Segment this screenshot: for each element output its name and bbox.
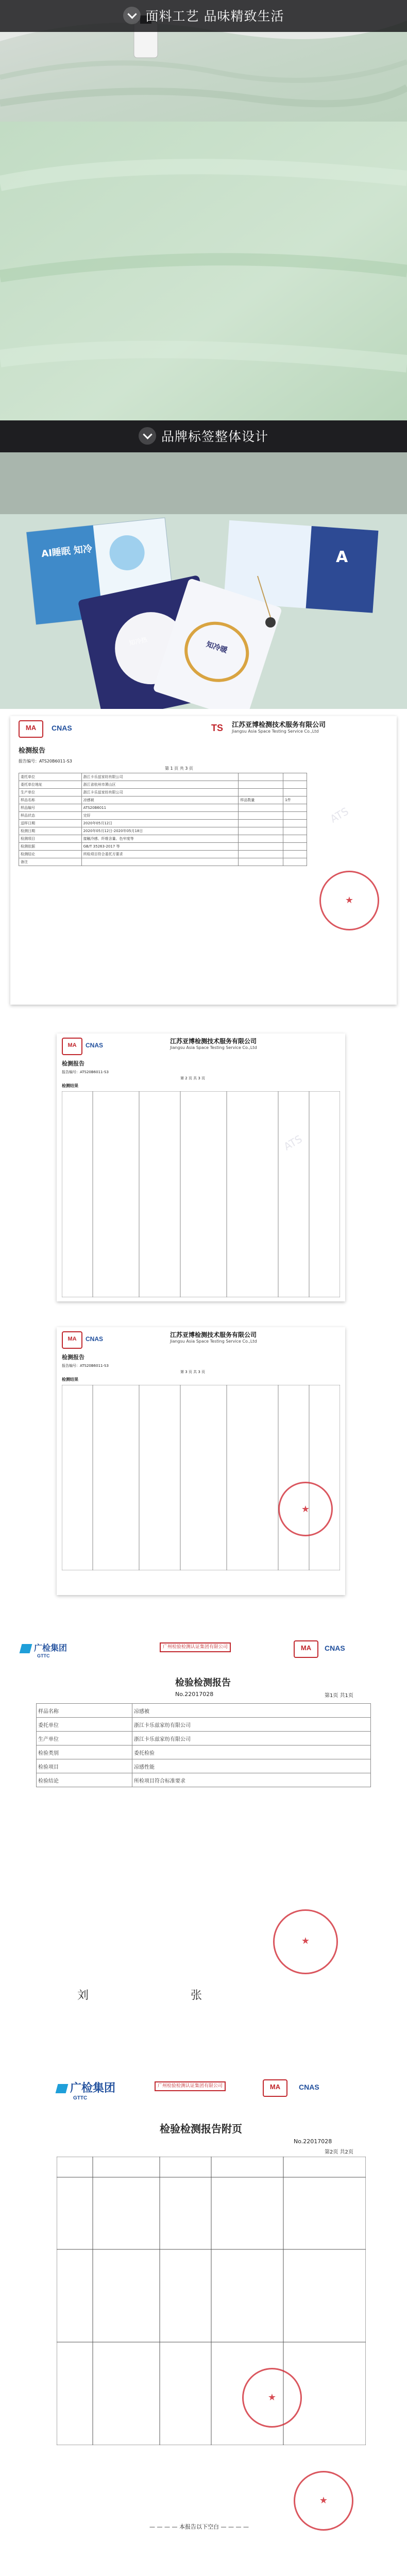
report-number: No.22017028 <box>175 1691 214 1698</box>
official-seal-stamp: ★ <box>242 2368 302 2428</box>
table-cell <box>283 820 307 827</box>
gttc-report-page-2 <box>5 2059 402 2576</box>
table-cell <box>283 773 307 781</box>
table-cell <box>239 781 283 789</box>
section-title-fabric <box>0 6 407 25</box>
table-cell <box>239 843 283 851</box>
company-name-cn: 江苏亚博检测技术服务有限公司 <box>232 721 326 729</box>
gttc-org-name: 广检集团 <box>70 2081 116 2094</box>
official-seal-stamp: ★ <box>319 871 379 930</box>
table-cell <box>81 858 239 866</box>
report-title: 检验检测报告附页 <box>160 2123 242 2135</box>
table-cell: 2020年05月12日-2020年05月18日 <box>81 827 239 835</box>
tag-brand-small: 知冷热 <box>128 636 148 647</box>
section-title-tag <box>0 427 407 445</box>
gttc-table <box>36 1703 371 1787</box>
company-name-en: Jiangsu Asia Space Testing Service Co.,Ltd <box>170 1339 257 1344</box>
table-cell: 样品数量 <box>239 796 283 804</box>
table-cell: 委托单位地址 <box>19 781 82 789</box>
report-title: 检验检测报告 <box>175 1677 231 1688</box>
gttc-org-en: GTTC <box>73 2095 88 2101</box>
table-cell <box>239 820 283 827</box>
table-row <box>19 851 307 858</box>
table-cell: 凉感被 <box>132 1704 370 1718</box>
report-title: 检测报告 <box>19 747 46 755</box>
cnas-logo: CNAS <box>299 2083 319 2091</box>
table-cell: 浙江省杭州市萧山区 <box>81 781 239 789</box>
watermark: ATS <box>281 1132 304 1153</box>
table-row <box>19 781 307 789</box>
cnas-logo: CNAS <box>325 1644 345 1652</box>
table-cell: ATS20B6011 <box>81 804 239 812</box>
ma-logo: MA <box>263 2079 287 2097</box>
result-table-grid <box>62 1091 340 1297</box>
company-name <box>170 1330 257 1344</box>
table-cell <box>283 812 307 820</box>
table-cell <box>283 858 307 866</box>
table-row <box>19 820 307 827</box>
table-row <box>19 796 307 804</box>
sheet-photo-section <box>0 122 407 420</box>
table-cell <box>239 827 283 835</box>
table-cell: 样品名称 <box>19 796 82 804</box>
table-row <box>37 1732 371 1745</box>
report-number: 报告编号：ATS20B6011-S3 <box>19 759 72 764</box>
official-seal-stamp: ★ <box>278 1482 333 1536</box>
table-cell: 所检项目符合标准要求 <box>132 1773 370 1787</box>
table-cell <box>283 835 307 843</box>
gttc-org-en: GTTC <box>37 1653 50 1658</box>
official-seal-stamp: ★ <box>294 2471 353 2531</box>
table-cell: GB/T 35263-2017 等 <box>81 843 239 851</box>
table-row <box>19 835 307 843</box>
report-page: 第 3 页 共 3 页 <box>180 1370 206 1374</box>
company-name <box>170 1037 257 1050</box>
table-cell: 凉感性能 <box>132 1759 370 1773</box>
table-cell <box>283 851 307 858</box>
table-cell: 样品编号 <box>19 804 82 812</box>
reports-section <box>0 709 407 2576</box>
company-name-cn: 江苏亚博检测技术服务有限公司 <box>170 1331 257 1338</box>
table-row <box>19 827 307 835</box>
report-page: 第2页 共2页 <box>325 2149 353 2155</box>
table-cell: 完好 <box>81 812 239 820</box>
table-row <box>19 843 307 851</box>
brand-tag-section <box>0 420 407 709</box>
signature: 刘 <box>77 1989 89 2002</box>
table-row <box>19 858 307 866</box>
ma-logo: MA <box>294 1640 318 1658</box>
table-cell: 凉感被 <box>81 796 239 804</box>
table-cell: 样品状态 <box>19 812 82 820</box>
table-cell: 备注 <box>19 858 82 866</box>
fabric-section <box>0 0 407 122</box>
test-report-page-1 <box>10 716 397 1005</box>
table-cell: 1件 <box>283 796 307 804</box>
company-name <box>232 719 326 734</box>
company-name-en: Jiangsu Asia Space Testing Service Co.,Ltd <box>232 729 319 734</box>
result-label: 检测结果 <box>62 1083 78 1088</box>
report-page: 第1页 共1页 <box>325 1693 353 1699</box>
table-cell: 接触冷感、纤维含量、色牢度等 <box>81 835 239 843</box>
tag-cycle-text: 知冷暖 <box>205 640 229 655</box>
table-cell <box>283 781 307 789</box>
report-number: No.22017028 <box>294 2138 332 2145</box>
table-cell <box>283 789 307 796</box>
table-cell: 检测结论 <box>19 851 82 858</box>
table-row <box>19 789 307 796</box>
table-cell <box>239 804 283 812</box>
report-table <box>19 773 307 866</box>
test-report-page-2 <box>57 1033 345 1301</box>
table-cell <box>239 773 283 781</box>
official-seal-stamp: ★ <box>273 1909 338 1974</box>
cnas-logo: CNAS <box>86 1335 104 1343</box>
ats-logo: TS <box>211 723 224 733</box>
chevron-down-icon <box>123 7 141 24</box>
ma-logo: MA <box>62 1038 82 1055</box>
tag-photo <box>0 452 407 709</box>
table-cell: 2020年05月12日 <box>81 820 239 827</box>
table-cell <box>239 812 283 820</box>
table-row <box>37 1704 371 1718</box>
table-cell: 检验项目 <box>37 1759 132 1773</box>
table-row <box>19 773 307 781</box>
report-number: 报告编号：ATS20B6011-S3 <box>62 1364 109 1368</box>
gttc-mark-icon <box>56 2084 69 2093</box>
table-cell <box>239 835 283 843</box>
watermark: ATS <box>328 805 351 825</box>
table-cell: 生产单位 <box>37 1732 132 1745</box>
report-title: 检测报告 <box>62 1354 84 1361</box>
table-cell: 所检项目符合委托方要求 <box>81 851 239 858</box>
table-cell: 生产单位 <box>19 789 82 796</box>
tag-brand-label: AI睡眠 知冷 <box>41 543 93 560</box>
ma-logo: MA <box>19 720 43 738</box>
table-cell: 委托检验 <box>132 1745 370 1759</box>
table-row <box>37 1759 371 1773</box>
company-name-en: Jiangsu Asia Space Testing Service Co.,Ltd <box>170 1045 257 1050</box>
table-row <box>37 1773 371 1787</box>
section-title-text: 品牌标签整体设计 <box>161 429 268 444</box>
table-cell: 送样日期 <box>19 820 82 827</box>
table-row <box>19 812 307 820</box>
cnas-logo: CNAS <box>86 1042 104 1049</box>
table-cell: 委托单位 <box>37 1718 132 1732</box>
table-cell <box>283 827 307 835</box>
report-page: 第 2 页 共 3 页 <box>180 1076 206 1080</box>
table-cell: 检测依据 <box>19 843 82 851</box>
cnas-logo: CNAS <box>52 724 72 732</box>
table-cell <box>283 843 307 851</box>
table-cell: 检验结论 <box>37 1773 132 1787</box>
gttc-logo <box>57 2079 115 2101</box>
gttc-logo <box>21 1641 67 1658</box>
table-cell: 样品名称 <box>37 1704 132 1718</box>
table-cell <box>239 851 283 858</box>
table-row <box>37 1745 371 1759</box>
report-page: 第 1 页 共 3 页 <box>165 766 193 771</box>
chevron-down-icon <box>139 427 156 445</box>
gttc-org-full: 广州检验检测认证集团有限公司 <box>160 1642 231 1652</box>
appendix-table-grid <box>57 2157 366 2445</box>
table-cell: 浙江卡乐兹家纺有限公司 <box>81 789 239 796</box>
report-title: 检测报告 <box>62 1060 84 1067</box>
table-cell: 委托单位 <box>19 773 82 781</box>
table-cell: 浙江卡乐兹家纺有限公司 <box>132 1732 370 1745</box>
table-cell <box>239 858 283 866</box>
table-row <box>19 804 307 812</box>
company-name-cn: 江苏亚博检测技术服务有限公司 <box>170 1038 257 1045</box>
table-cell: 浙江卡乐兹家纺有限公司 <box>81 773 239 781</box>
table-cell: 检验类别 <box>37 1745 132 1759</box>
result-label: 检测结果 <box>62 1377 78 1382</box>
report-number: 报告编号：ATS20B6011-S3 <box>62 1070 109 1074</box>
table-cell: 检测日期 <box>19 827 82 835</box>
sheet-photo <box>0 122 407 420</box>
report-footer: — — — — 本报告以下空白 — — — — <box>149 2523 249 2530</box>
result-table-grid <box>62 1385 340 1570</box>
signature: 张 <box>191 1989 202 2002</box>
gttc-org-full: 广州检验检测认证集团有限公司 <box>155 2081 226 2091</box>
section-title-text: 面料工艺 品味精致生活 <box>145 9 284 24</box>
table-row <box>37 1718 371 1732</box>
table-cell <box>283 804 307 812</box>
gttc-org-name: 广检集团 <box>34 1644 67 1653</box>
table-cell <box>239 789 283 796</box>
table-cell: 浙江卡乐兹家纺有限公司 <box>132 1718 370 1732</box>
tag-letter: A <box>336 548 348 566</box>
gttc-mark-icon <box>20 1644 32 1653</box>
table-cell: 检测项目 <box>19 835 82 843</box>
test-report-page-3 <box>57 1327 345 1595</box>
ma-logo: MA <box>62 1331 82 1349</box>
